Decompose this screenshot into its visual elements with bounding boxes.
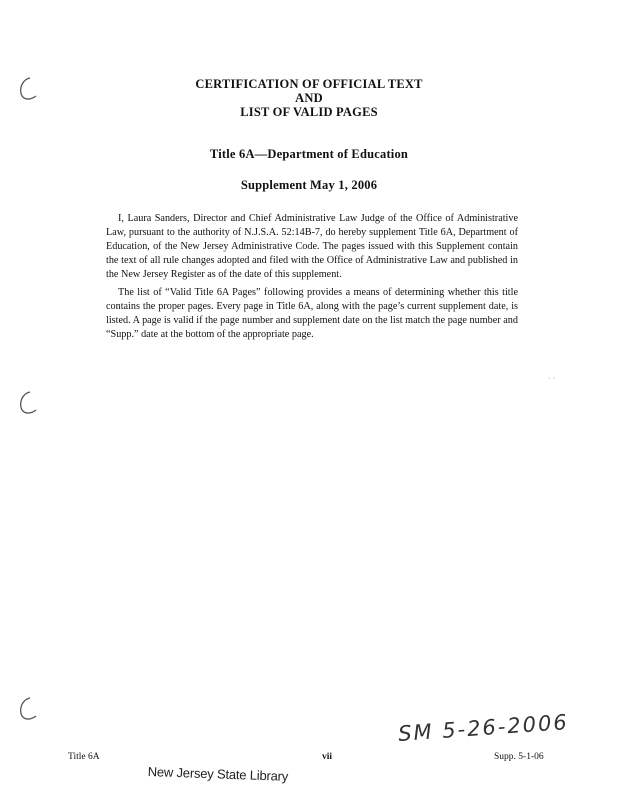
binder-hole-mark-bottom (14, 694, 40, 724)
certification-paragraph (106, 212, 518, 282)
paragraph-text: The list of “Valid Title 6A Pages” following provides a means of determining whether this title contains the proper pages. Every page in Title 6A, along with the page’s current supplement date, is listed. A page is valid if the page number and supplement date on the list match the page number and “Supp.” date at the bottom of the appropriate page. (106, 287, 518, 340)
header-line-3: LIST OF VALID PAGES (240, 105, 378, 119)
scan-speck: · · (548, 374, 556, 383)
binder-hole-mark-middle (14, 388, 40, 418)
valid-pages-paragraph (106, 286, 518, 342)
handwritten-note: SM 5-26-2006 (397, 710, 570, 746)
footer-title: Title 6A (68, 752, 100, 762)
footer-supplement-date: Supp. 5-1-06 (494, 752, 544, 762)
footer-page-number: vii (322, 752, 333, 762)
library-stamp: New Jersey State Library (147, 764, 289, 784)
header-line-2: AND (295, 91, 323, 105)
header-line-1: CERTIFICATION OF OFFICIAL TEXT (195, 77, 423, 91)
supplement-date-heading: Supplement May 1, 2006 (240, 178, 378, 192)
document-title: Title 6A—Department of Education (209, 147, 409, 161)
paragraph-text: I, Laura Sanders, Director and Chief Administrative Law Judge of the Office of Administrative Law, pursuant to the authority of N.J.S.A. 52:14B-7, do hereby supplement Title 6A, Department of Education, of the New Jersey Administrative Code. The pages issued with this Supplement contain the text of all rule changes adopted and filed with the Office of Administrative Law and published in the New Jersey Register as of the date of this supplement. (106, 213, 518, 280)
